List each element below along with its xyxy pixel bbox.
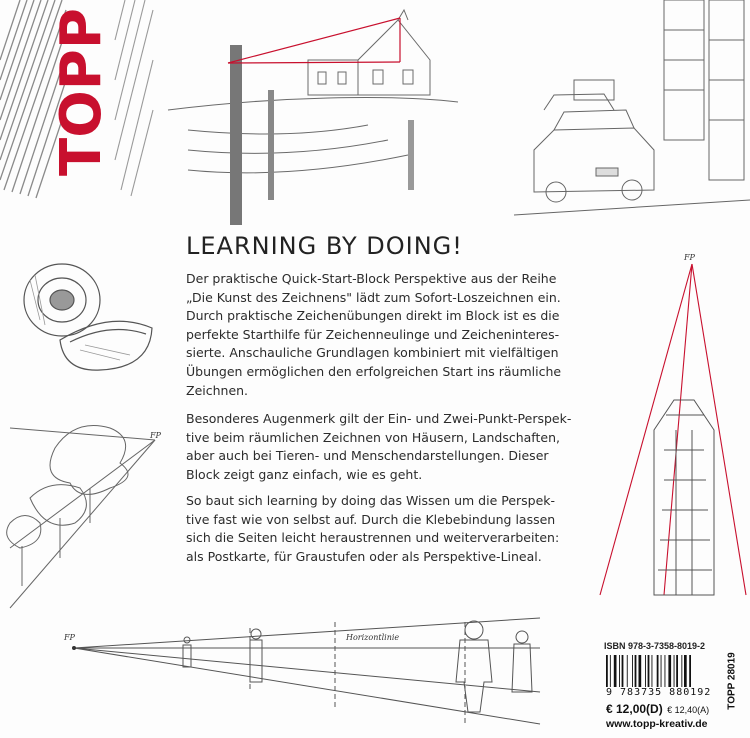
text-line: Block zeigt ganz einfach, wie es geht. [186,466,423,482]
paragraph-perspective [186,410,586,484]
city-street-sketch [514,0,750,225]
pencil-hatching-illustration-2 [115,0,155,200]
text-line: Durch praktische Zeichenübungen direkt im Block ist es die [186,308,560,324]
price-de: € 12,00(D) [606,702,663,716]
order-code-text: TOPP 28019 [726,652,738,710]
farmhouse-fence-sketch [168,0,458,230]
skyscraper-perspective-sketch [594,250,750,600]
page-title: LEARNING BY DOING! [186,232,463,260]
fp-label-bottom: FP [64,633,75,642]
isbn-number: ISBN 978-3-7358-8019-2 [604,641,706,651]
text-line: „Die Kunst des Zeichnens" lädt zum Sofort-Loszeichnen ein. [186,289,561,305]
fp-label-tower: FP [684,253,695,262]
text-line: sich die Seiten leicht heraustrennen und weiterverarbeiten: [186,530,560,546]
paragraph-binding [186,492,586,566]
peach-sketch [0,250,160,375]
text-line: perfekte Starthilfe für Zeichenneulinge und Zeicheninteres- [186,326,560,342]
barcode-number: 9 783735 880192 [606,687,712,698]
price-at: € 12,40(A) [667,705,710,715]
text-line: Der praktische Quick-Start-Block Perspektive aus der Reihe [186,271,557,286]
paragraph-intro [186,270,586,400]
text-line: Übungen ermöglichen den erfolgreichen Start ins räumliche [186,363,562,379]
text-line: tive fast wie von selbst auf. Durch die Klebebindung lassen [186,511,556,527]
text-line: So baut sich learning by doing das Wissen um die Perspek- [186,493,556,508]
horizon-figures-sketch [60,612,600,738]
price [606,700,709,718]
tree-row-perspective-sketch [0,408,170,608]
text-line: tive beim räumlichen Zeichnen von Häusern, Landschaften, [186,429,560,445]
topp-logo-mark [49,6,114,178]
text-line: Zeichnen. [186,382,249,398]
text-line: aber auch bei Tieren- und Menschendarstellungen. Dieser [186,448,549,464]
text-line: sierte. Anschauliche Grundlagen kombiniert mit vielfältigen [186,345,559,361]
text-line: als Postkarte, für Graustufen oder als Perspektive-Lineal. [186,548,542,564]
publisher-url: www.topp-kreativ.de [606,718,708,730]
fp-label-tree: FP [150,431,161,440]
svg-text:TOPP: TOPP [49,8,114,176]
horizon-label: Horizontlinie [346,633,400,642]
barcode-graphic [606,655,718,687]
order-code [722,645,742,717]
text-line: Besonderes Augenmerk gilt der Ein- und Zwei-Punkt-Perspek- [186,411,572,426]
topp-logo [49,6,114,178]
